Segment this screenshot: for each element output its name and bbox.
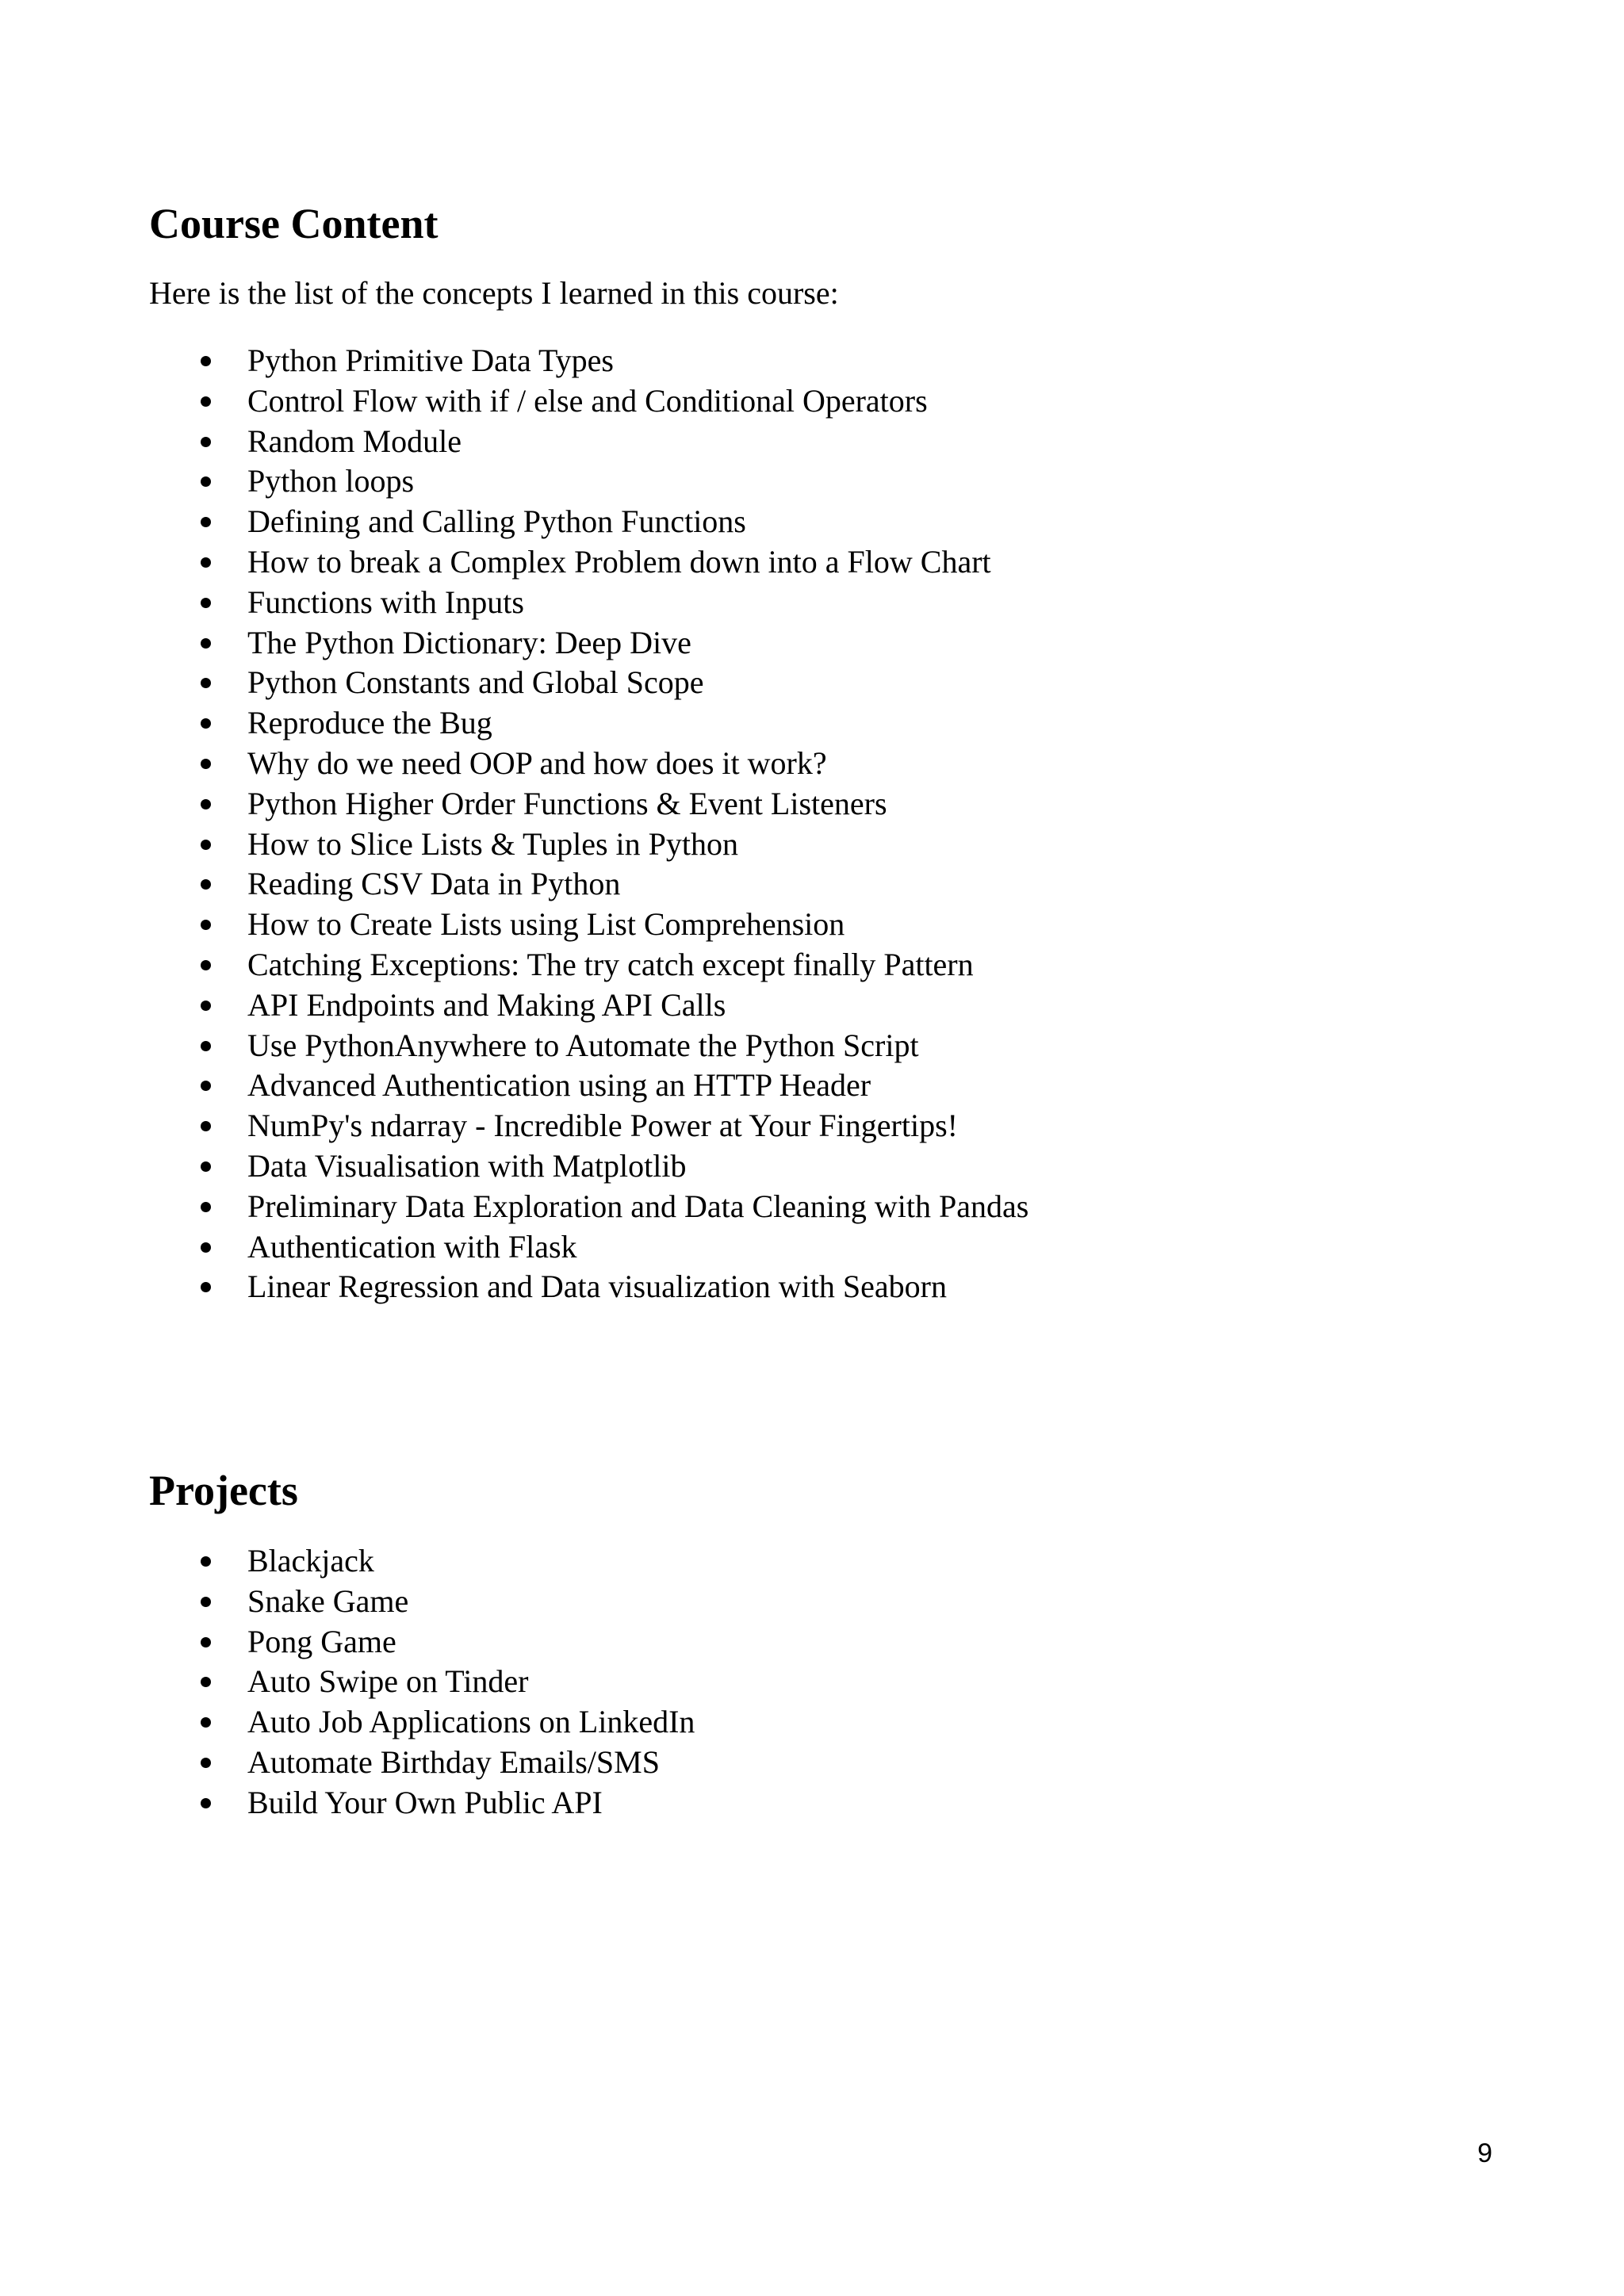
bullet-icon (201, 1041, 211, 1051)
bullet-icon (201, 759, 211, 769)
list-item-text: Python Primitive Data Types (247, 342, 614, 378)
list-item-text: Why do we need OOP and how does it work? (247, 744, 827, 781)
bullet-icon (201, 356, 211, 366)
list-item-text: Functions with Inputs (247, 584, 524, 620)
list-item-text: NumPy's ndarray - Incredible Power at Your Fingertips! (247, 1108, 958, 1144)
bullet-icon (201, 1282, 211, 1292)
list-item-text: Python loops (247, 463, 415, 499)
list-item-text: Python Higher Order Functions & Event Listeners (247, 785, 887, 821)
bullet-icon (201, 1637, 211, 1647)
bullet-icon (201, 718, 211, 729)
list-item-text: Reading CSV Data in Python (247, 866, 621, 902)
list-item-text: Control Flow with if / else and Conditional Operators (247, 382, 928, 419)
bullet-icon (201, 960, 211, 970)
bullet-icon (201, 879, 211, 890)
list-item-text: API Endpoints and Making API Calls (247, 986, 726, 1023)
list-item-text: Advanced Authentication using an HTTP Header (247, 1067, 871, 1104)
bullet-icon (201, 396, 211, 407)
list-item-text: Blackjack (247, 1543, 374, 1578)
bullet-icon (201, 1556, 211, 1567)
projects-heading: Projects (149, 1467, 298, 1514)
bullet-icon (201, 1202, 211, 1212)
list-item-text: Authentication with Flask (247, 1228, 577, 1265)
list-item-text: How to Slice Lists & Tuples in Python (247, 825, 738, 862)
bullet-icon (201, 638, 211, 649)
bullet-icon (201, 1081, 211, 1091)
list-item-text: How to Create Lists using List Comprehension (247, 906, 845, 943)
list-item-text: Pong Game (247, 1623, 396, 1659)
list-item-text: Use PythonAnywhere to Automate the Python Script (247, 1027, 919, 1063)
list-item-text: Snake Game (247, 1582, 409, 1619)
course-content-heading: Course Content (149, 200, 439, 247)
bullet-icon (201, 1677, 211, 1687)
list-item-text: How to break a Complex Problem down into a Flow Chart (247, 543, 991, 580)
page-number: 9 (1477, 2138, 1492, 2168)
bullet-icon (201, 476, 211, 487)
list-item-text: Automate Birthday Emails/SMS (247, 1743, 660, 1780)
list-item-text: Auto Swipe on Tinder (247, 1663, 529, 1700)
course-content-intro: Here is the list of the concepts I learned in this course: (149, 275, 839, 311)
bullet-icon (201, 1121, 211, 1131)
bullet-icon (201, 1717, 211, 1728)
list-item-text: Defining and Calling Python Functions (247, 503, 746, 540)
list-item-text: Linear Regression and Data visualization with Seaborn (247, 1269, 947, 1305)
bullet-icon (201, 840, 211, 850)
bullet-icon (201, 598, 211, 608)
list-item-text: Reproduce the Bug (247, 705, 492, 741)
bullet-icon (201, 678, 211, 688)
bullet-icon (201, 1001, 211, 1011)
bullet-icon (201, 1597, 211, 1607)
bullet-icon (201, 799, 211, 809)
list-item-text: Build Your Own Public API (247, 1784, 603, 1820)
list-item-text: Python Constants and Global Scope (247, 664, 704, 701)
bullet-icon (201, 1798, 211, 1808)
list-item-text: Preliminary Data Exploration and Data Cleaning with Pandas (247, 1188, 1029, 1224)
list-item-text: Data Visualisation with Matplotlib (247, 1147, 687, 1184)
bullet-icon (201, 1161, 211, 1172)
bullet-icon (201, 517, 211, 527)
bullet-icon (201, 437, 211, 447)
list-item-text: Random Module (247, 423, 462, 459)
bullet-icon (201, 920, 211, 930)
list-item-text: Auto Job Applications on LinkedIn (247, 1704, 695, 1740)
bullet-icon (201, 1758, 211, 1768)
list-item-text: Catching Exceptions: The try catch except finally Pattern (247, 946, 974, 982)
bullet-icon (201, 557, 211, 568)
bullet-icon (201, 1242, 211, 1253)
list-item-text: The Python Dictionary: Deep Dive (247, 624, 691, 660)
